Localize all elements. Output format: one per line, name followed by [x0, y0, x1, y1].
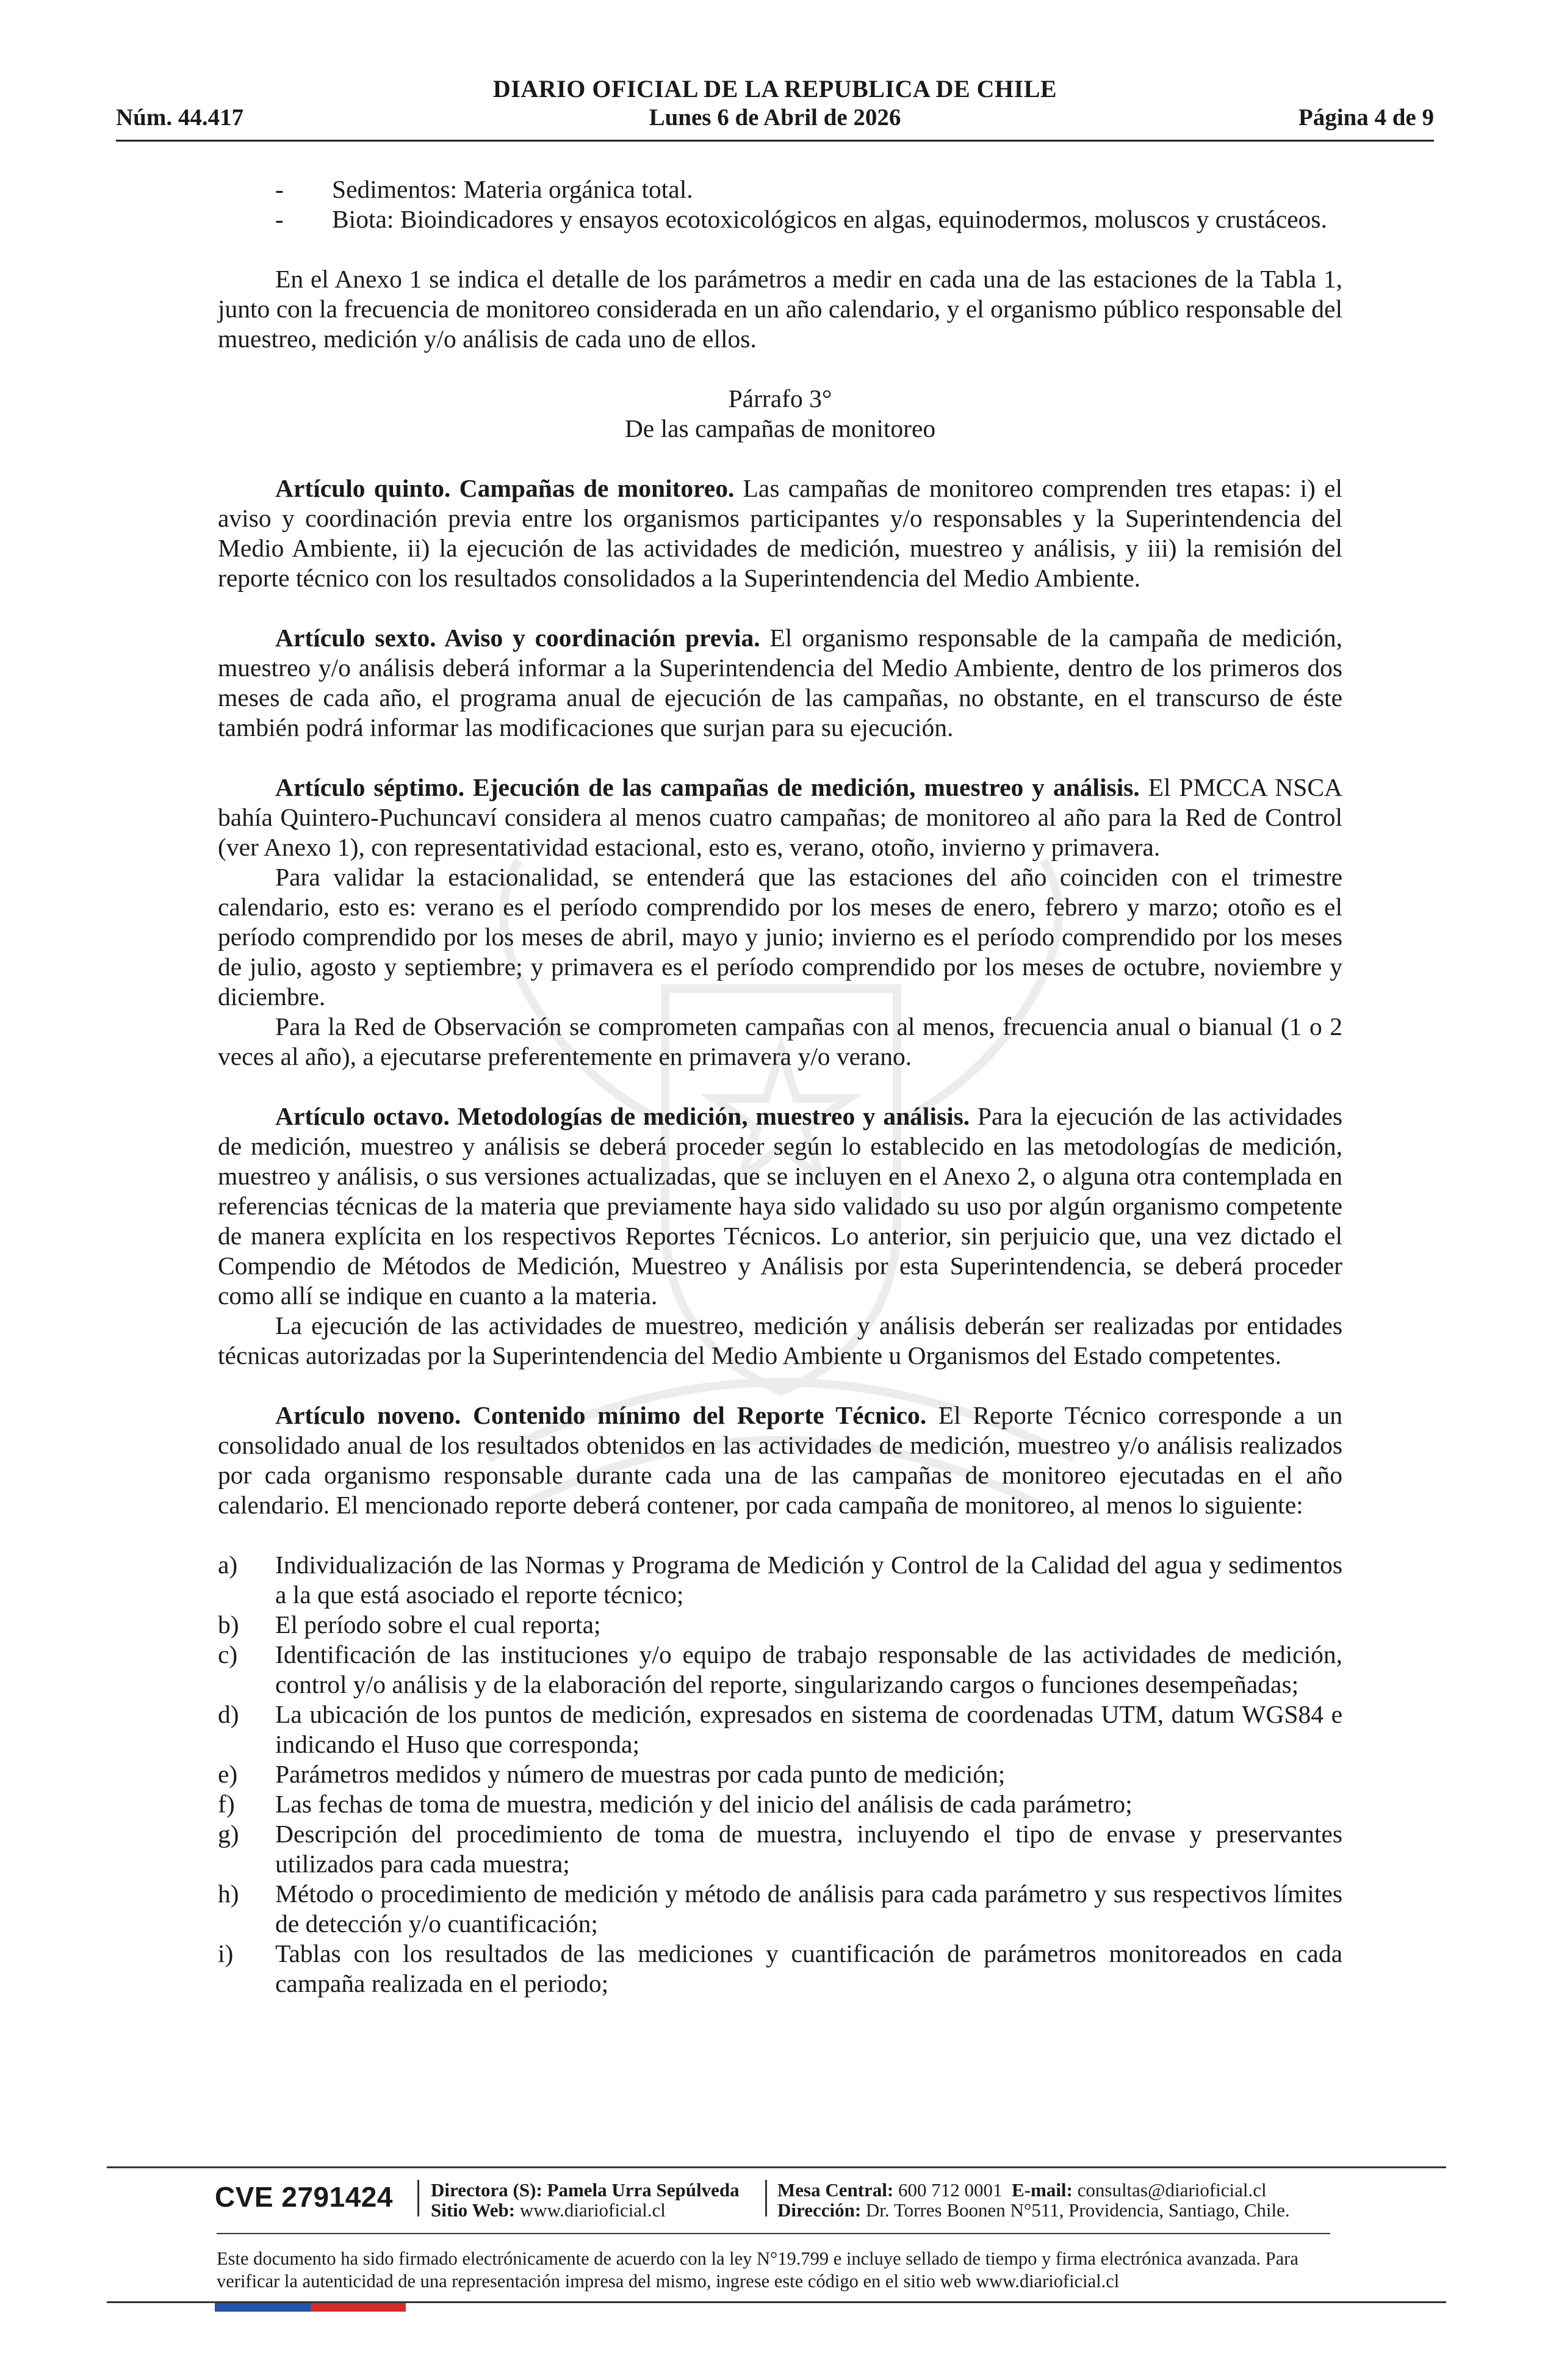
- list-item: f) Las fechas de toma de muestra, medición y del inicio del análisis de cada parámetro;: [218, 1790, 1133, 1818]
- footer-separator: [417, 2180, 419, 2216]
- list-item: h) Método o procedimiento de medición y método de análisis para cada parámetro y sus respectivos límites de detección y/o cuantificación;: [218, 1880, 1342, 1938]
- footer-director-block: Directora (S): Pamela Urra Sepúlveda Sitio Web: www.diarioficial.cl: [431, 2179, 740, 2221]
- article-heading: Artículo quinto. Campañas de monitoreo.: [275, 474, 735, 502]
- article-heading: Artículo noveno. Contenido mínimo del Reporte Técnico.: [275, 1401, 927, 1429]
- bullet-item: - Biota: Bioindicadores y ensayos ecotoxicológicos en algas, equinodermos, moluscos y crustáceos.: [275, 205, 1327, 233]
- article-fifth: Artículo quinto. Campañas de monitoreo. Las campañas de monitoreo comprenden tres etapas: i) el aviso y coordinación previa entre los organismos participantes y/o responsables y la Superintendencia del Medio Ambiente, ii) la ejecución de las actividades de medición, muestreo y análisis, y iii) la remisión del reporte técnico con los resultados consolidados a la Superintendencia del Medio Ambiente.: [218, 474, 1342, 592]
- address: Dr. Torres Boonen N°511, Providencia, Santiago, Chile.: [865, 2199, 1290, 2221]
- list-item: i) Tablas con los resultados de las mediciones y cuantificación de parámetros monitoreados en cada campaña realizada en el periodo;: [218, 1939, 1342, 1997]
- article-sixth: Artículo sexto. Aviso y coordinación previa. El organismo responsable de la campaña de medición, muestreo y/o análisis deberá informar a la Superintendencia del Medio Ambiente, dentro de los primeros dos meses de cada año, el programa anual de ejecución de las campañas, no obstante, en el transcurso de éste también podrá informar las modificaciones que surjan para su ejecución.: [218, 624, 1343, 741]
- flag-stripe-blue: [215, 2303, 311, 2312]
- article-ninth: Artículo noveno. Contenido mínimo del Reporte Técnico. El Reporte Técnico corresponde a un consolidado anual de los resultados obtenidos en las actividades de medición, muestreo y/o análisis realizados por cada organismo responsable durante cada una de las campañas de monitoreo ejecutadas en el año calendario. El mencionado reporte deberá contener, por cada campaña de monitoreo, al menos lo siguiente:: [218, 1401, 1342, 1519]
- page-number: Página 4 de 9: [1298, 104, 1434, 131]
- website-link[interactable]: www.diarioficial.cl: [519, 2199, 666, 2221]
- cve-code: CVE 2791424: [215, 2181, 393, 2213]
- flag-stripe-red: [311, 2303, 406, 2312]
- bullet-item: - Sedimentos: Materia orgánica total.: [275, 175, 693, 203]
- footer-divider: [107, 2166, 1446, 2168]
- section-subheading: De las campañas de monitoreo: [624, 414, 936, 442]
- footer-contact-block: Mesa Central: 600 712 0001 E-mail: consultas@diarioficial.cl Dirección: Dr. Torres Boonen N°511, Providencia, Santiago, Chile.: [777, 2179, 1290, 2221]
- article-eighth-p2: La ejecución de las actividades de muestreo, medición y análisis deberán ser realizadas por entidades técnicas autorizadas por la Superintendencia del Medio Ambiente u Organismos del Estado competentes.: [218, 1311, 1342, 1369]
- director-name: Pamela Urra Sepúlveda: [547, 2179, 740, 2201]
- article-heading: Artículo octavo. Metodologías de medición, muestreo y análisis.: [275, 1102, 970, 1130]
- article-heading: Artículo sexto. Aviso y coordinación previa.: [275, 624, 760, 652]
- list-item: g) Descripción del procedimiento de toma de muestra, incluyendo el tipo de envase y preservantes utilizados para cada muestra;: [218, 1820, 1342, 1878]
- article-heading: Artículo séptimo. Ejecución de las campañas de medición, muestreo y análisis.: [275, 773, 1140, 801]
- list-item: d) La ubicación de los puntos de medición, expresados en sistema de coordenadas UTM, datum WGS84 e indicando el Huso que corresponda;: [218, 1700, 1342, 1758]
- footer-separator: [765, 2180, 767, 2216]
- article-eighth: Artículo octavo. Metodologías de medición, muestreo y análisis. Para la ejecución de las actividades de medición, muestreo y análisis se deberá proceder según lo establecido en las metodologías de medición, muestreo y análisis, o sus versiones actualizadas, que se incluyen en el Anexo 2, o alguna otra contemplada en referencias técnicas de la materia que previamente haya sido validado su uso por algún organismo competente de manera explícita en los respectivos Reportes Técnicos. Lo anterior, sin perjuicio que, una vez dictado el Compendio de Métodos de Medición, Muestreo y Análisis por esta Superintendencia, se deberá proceder como allí se indique en cuanto a la materia.: [218, 1102, 1342, 1310]
- annex-paragraph: En el Anexo 1 se indica el detalle de los parámetros a medir en cada una de las estaciones de la Tabla 1, junto con la frecuencia de monitoreo considerada en un año calendario, y el organismo público responsable del muestreo, medición y/o análisis de cada uno de ellos.: [218, 265, 1342, 353]
- footer-divider: [217, 2233, 1330, 2234]
- phone-number: 600 712 0001: [898, 2179, 1003, 2201]
- report-contents-list: [218, 1550, 1342, 1999]
- list-item: c) Identificación de las instituciones y/o equipo de trabajo responsable de las actividades de medición, control y/o análisis y de la elaboración del reporte, singularizando cargos o funciones desempeñadas;: [218, 1640, 1342, 1698]
- article-seventh-p2: Para validar la estacionalidad, se entenderá que las estaciones del año coinciden con el trimestre calendario, esto es: verano es el período comprendido por los meses de enero, febrero y marzo; otoño es el período comprendido por los meses de abril, mayo y junio; invierno es el período comprendido por los meses de julio, agosto y septiembre; y primavera es el período comprendido por los meses de octubre, noviembre y diciembre.: [218, 863, 1342, 1011]
- list-item: a) Individualización de las Normas y Programa de Medición y Control de la Calidad del agua y sedimentos a la que está asociado el reporte técnico;: [218, 1551, 1342, 1609]
- newspaper-title: DIARIO OFICIAL DE LA REPUBLICA DE CHILE: [492, 75, 1057, 103]
- article-seventh: Artículo séptimo. Ejecución de las campañas de medición, muestreo y análisis. El PMCCA NSCA bahía Quintero-Puchuncaví considera al menos cuatro campañas; de monitoreo al año para la Red de Control (ver Anexo 1), con representatividad estacional, esto es, verano, otoño, invierno y primavera.: [218, 773, 1343, 861]
- page-header: [116, 74, 1434, 143]
- document-body: [218, 175, 1342, 1999]
- header-divider: [116, 140, 1434, 142]
- list-item: b) El período sobre el cual reporta;: [218, 1610, 601, 1639]
- issue-date: Lunes 6 de Abril de 2026: [649, 104, 901, 131]
- article-seventh-p3: Para la Red de Observación se comprometen campañas con al menos, frecuencia anual o bianual (1 o 2 veces al año), a ejecutarse preferentemente en primavera y/o verano.: [218, 1012, 1342, 1070]
- section-heading: Párrafo 3°: [728, 384, 832, 413]
- signature-notice: Este documento ha sido firmado electrónicamente de acuerdo con la ley N°19.799 e incluye sellado de tiempo y firma electrónica avanzada. Para verificar la autenticidad de una representación impresa del mismo, ingrese este código en el sitio web www.diarioficial.cl: [217, 2248, 1298, 2292]
- email-link[interactable]: consultas@diarioficial.cl: [1077, 2179, 1267, 2201]
- issue-number: Núm. 44.417: [116, 104, 244, 131]
- list-item: e) Parámetros medidos y número de muestras por cada punto de medición;: [218, 1760, 1006, 1788]
